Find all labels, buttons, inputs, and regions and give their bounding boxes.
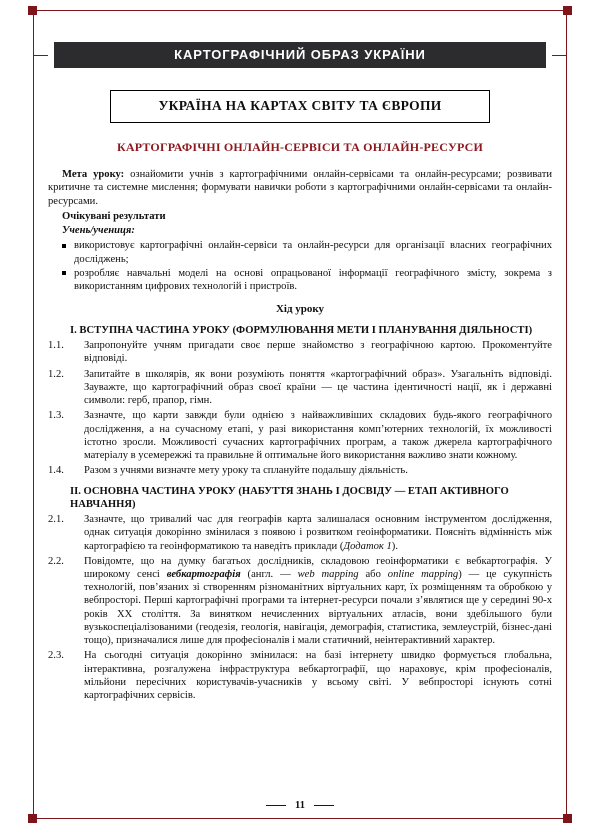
text-run: або	[358, 568, 388, 580]
footer-rule-left	[266, 805, 286, 807]
lesson-goal-paragraph	[48, 168, 552, 208]
lesson-title-box	[110, 90, 490, 123]
text-run: Запитайте в школярів, як вони розуміють поняття «картографічний образ». Узагальніть відповіді. Зауважте, що картографічний образ своєї країни — це частина ідентичності нації, як і державні символи: герб, прапор, гімн.	[84, 368, 552, 407]
text-run: online mapping	[387, 568, 459, 580]
lesson-goal-label: Мета уроку:	[62, 169, 125, 181]
lesson-step	[48, 409, 552, 462]
step-text	[84, 464, 552, 477]
frame-corner-bottom-left	[28, 814, 37, 823]
text-run: Додаток 1	[343, 540, 392, 552]
step-number: 1.2.	[48, 368, 64, 380]
step-number: 2.3.	[48, 650, 64, 662]
section-heading: І. ВСТУПНА ЧАСТИНА УРОКУ (ФОРМУЛЮВАННЯ МЕТИ І ПЛАНУВАННЯ ДІЯЛЬНОСТІ)	[70, 324, 533, 336]
bullet-item: використовує картографічні онлайн-сервіси та онлайн-ресурси для організації власних географічних досліджень;	[74, 240, 552, 265]
lesson-subtitle: КАРТОГРАФІЧНІ ОНЛАЙН-СЕРВІСИ ТА ОНЛАЙН-РЕСУРСИ	[116, 140, 484, 155]
expected-results-heading: Очікувані результати	[62, 210, 166, 222]
text-run: Повідомте, що на думку багатьох дослідників, складовою геоінформатики є вебкартографія. У широкому сенсі	[84, 555, 552, 580]
text-run: На сьогодні ситуація докорінно змінилася: на базі інтернету швидко формується глобальна, інтерактивна, розгалужена інфраструктура вебкартографії, що нараховує, крім професіоналів, мільйони пересічних користувачів-учасників у всьому світі. У вебпросторі існують сотні картографічних сервісів.	[84, 650, 552, 702]
lesson-step	[48, 368, 552, 408]
step-text	[84, 513, 552, 553]
lesson-step	[48, 649, 552, 702]
lesson-goal-text: ознайомити учнів з картографічними онлайн-сервісами та онлайн-ресурсами; розвивати критичне та системне мислення; формувати навички роботи з картографічними онлайн-сервісами та онлайн-ресурсами.	[48, 169, 552, 207]
lesson-step	[48, 339, 552, 365]
text-run: web mapping	[297, 568, 359, 580]
step-number: 1.1.	[48, 340, 64, 352]
text-run: Зазначте, що карти завжди були однією з найважливіших складових будь-якого географічного дослідження, а на сучасному етапі, у разі використання комп’ютерних технологій, їх можливості істотно зросли. Можливості сучасних картографічних програм, а також джерела картографічного матеріалу в усемережжі та правильне й оптимальне його використання важливо знати кожному.	[84, 410, 552, 462]
lesson-step	[48, 555, 552, 648]
step-number: 2.2.	[48, 555, 64, 567]
step-text	[84, 368, 552, 408]
step-number: 1.3.	[48, 410, 64, 422]
page-footer	[0, 800, 600, 811]
step-text	[84, 555, 552, 648]
course-flow-heading: Хід уроку	[275, 303, 325, 316]
text-run: ) — це сукупність технологій, пов’язаних зі створенням різноманітних віртуальних карт, їх розміщенням та обробкою у вебпросторі. Перші картографічні програми та інтернет-ресурси почали з’являтися ще у середині 90-х років ХХ століття. За винятком нечисленних віртуальних атласів, вони здебільшого були вузькоспеціалізованими (геодезія, геологія, навігація, демографія, статистика, землеустрій, бізнес-дані тощо), призначалися лише для професіоналів і мали статичний, неінтерактивний характер.	[84, 568, 552, 647]
lesson-step	[48, 513, 552, 553]
chapter-header-title: КАРТОГРАФІЧНИЙ ОБРАЗ УКРАЇНИ	[174, 47, 426, 62]
step-number: 1.4.	[48, 465, 64, 477]
chapter-header-bar	[54, 42, 546, 68]
frame-corner-top-left	[28, 6, 37, 15]
page-number: 11	[295, 800, 305, 811]
text-run: ).	[391, 540, 398, 552]
bullet-item: розробляє навчальні моделі на основі опрацьованої інформації географічного змісту, зокрема з використанням цифрових технологій і пристроїв.	[74, 267, 552, 292]
step-number: 2.1.	[48, 514, 64, 526]
text-run: Разом з учнями визначте мету уроку та сплануйте подальшу діяльність.	[84, 465, 408, 477]
section-heading: ІІ. ОСНОВНА ЧАСТИНА УРОКУ (НАБУТТЯ ЗНАНЬ І ДОСВІДУ — ЕТАП АКТИВНОГО НАВЧАННЯ)	[70, 485, 509, 510]
expected-results-list	[48, 239, 552, 293]
frame-corner-top-right	[563, 6, 572, 15]
sections	[48, 324, 552, 702]
student-heading: Учень/учениця:	[62, 225, 135, 237]
text-run: (англ. —	[240, 568, 298, 580]
frame-corner-bottom-right	[563, 814, 572, 823]
lesson-title: УКРАЇНА НА КАРТАХ СВІТУ ТА ЄВРОПИ	[158, 98, 442, 114]
lesson-step	[48, 464, 552, 477]
step-text	[84, 649, 552, 702]
footer-rule-right	[314, 805, 334, 807]
text-run: Зазначте, що тривалий час для географів карта залишалася основним інструментом дослідження, однак ситуація докорінно змінилася з появою і розвитком геоінформатики. Поясніть відмінність між картографією та геоінформатикою та наведіть приклади (	[84, 514, 552, 552]
step-text	[84, 339, 552, 365]
page-content	[48, 42, 552, 702]
text-run: вебкартографія	[166, 568, 241, 580]
text-run: Запропонуйте учням пригадати своє перше знайомство з географічною картою. Прокоментуйте відповіді.	[84, 340, 552, 365]
step-text	[84, 409, 552, 462]
